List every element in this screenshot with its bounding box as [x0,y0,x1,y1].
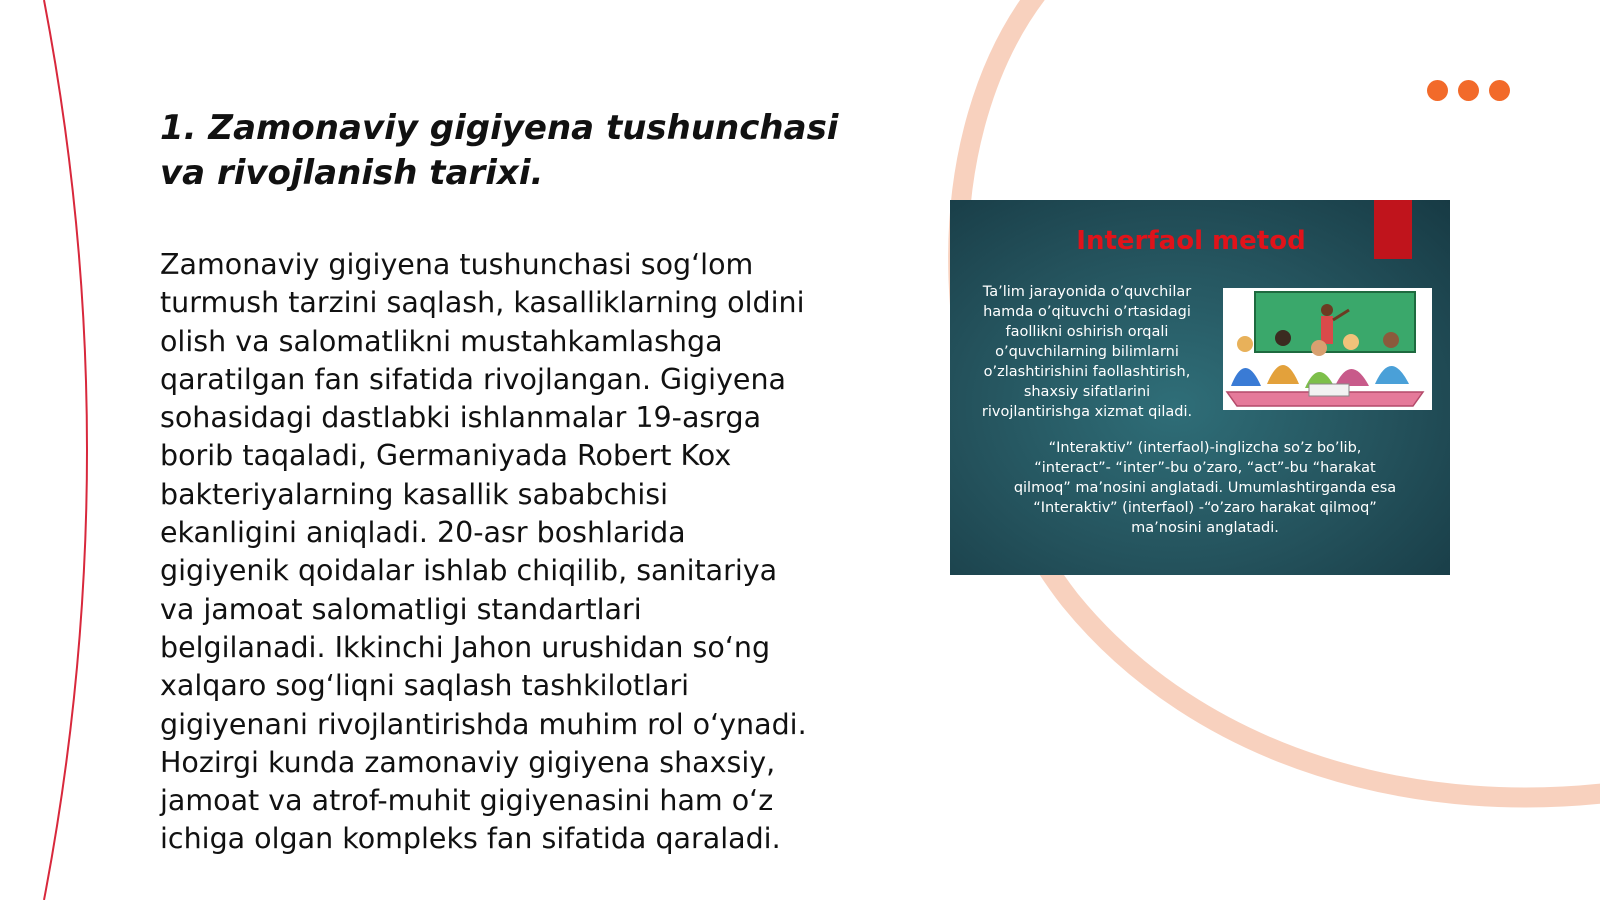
left-curve-line [44,0,87,900]
dot-icon [1489,80,1510,101]
embedded-left-text: Ta’lim jarayonida o’quvchilar hamda o’qituvchi o’rtasidagi faollikni oshirish orqali o’quvchilarning bilimlarni o’zlashtirishini faollashtirish, shaxsiy sifatlarini rivojlantirishga xizmat qiladi. [981,284,1193,420]
embedded-title: Interfaol metod [1076,226,1306,256]
embedded-slide-image [950,200,1450,575]
dot-icon [1458,80,1479,101]
classroom-illustration-icon [1223,288,1432,410]
embedded-bottom-text: “Interaktiv” (interfaol)-inglizcha so’z bo’lib, “interact”- “inter”-bu o’zaro, “act”-bu “harakat qilmoq” ma’nosini anglatadi. Umumlashtirganda esa “Interaktiv” (interfaol) -“o’zaro harakat qilmoq” ma’nosini anglatadi. [1013,440,1397,536]
three-dots-decoration [1427,80,1510,101]
dot-icon [1427,80,1448,101]
slide-title: 1. Zamonaviy gigiyena tushunchasi va rivojlanish tarixi. [160,108,839,193]
slide-body-text: Zamonaviy gigiyena tushunchasi sog‘lom turmush tarzini saqlash, kasalliklarning oldini olish va salomatlikni mustahkamlashga qaratilgan fan sifatida rivojlangan. Gigiyena sohasidagi dastlabki ishlanmalar 19-asrga borib taqaladi, Germaniyada Robert Kox bakteriyalarning kasallik sababchisi ekanligini aniqladi. 20-asr boshlarida gigiyenik qoidalar ishlab chiqilib, sanitariya va jamoat salomatligi standartlari belgilanadi. Ikkinchi Jahon urushidan so‘ng xalqaro sog‘liqni saqlash tashkilotlari gigiyenani rivojlantirishda muhim rol o‘ynadi. Hozirgi kunda zamonaviy gigiyena shaxsiy, jamoat va atrof-muhit gigiyenasini ham o‘z ichiga olgan kompleks fan sifatida qaraladi. [160,248,807,856]
classroom-illustration [1223,288,1432,410]
